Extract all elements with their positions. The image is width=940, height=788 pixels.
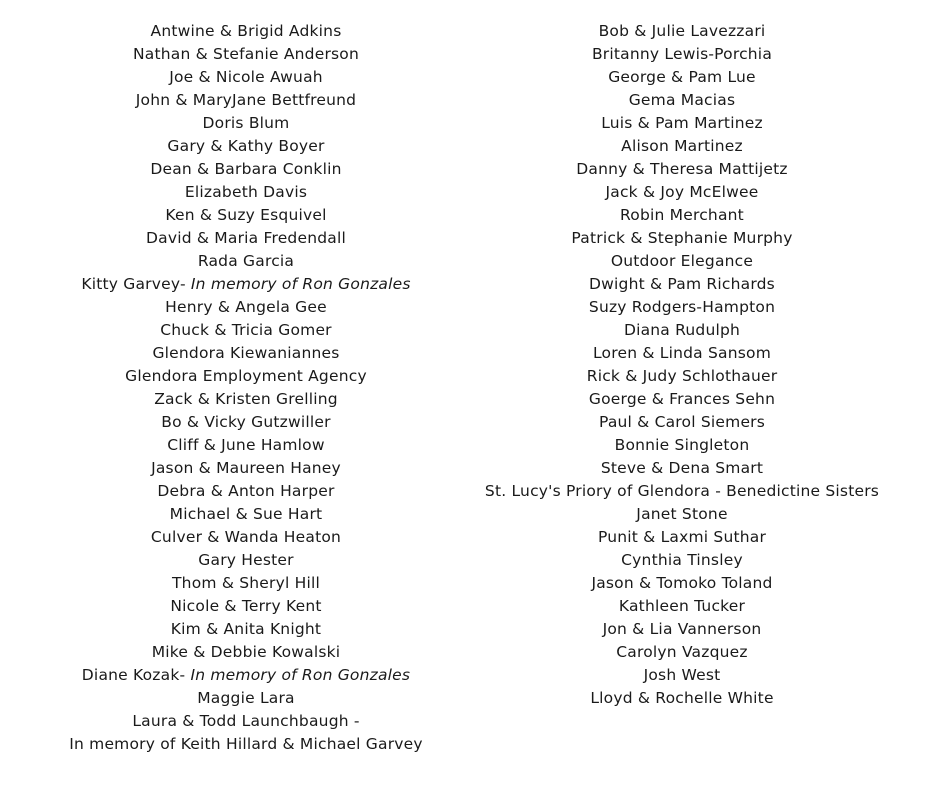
donor-name <box>480 89 884 112</box>
donor-name <box>480 365 884 388</box>
donor-name <box>56 158 436 181</box>
donor-name-text: Chuck & Tricia Gomer <box>160 321 332 339</box>
donor-name-text: Dwight & Pam Richards <box>589 275 775 293</box>
donor-name <box>480 250 884 273</box>
donor-name <box>480 549 884 572</box>
donor-name <box>56 43 436 66</box>
donor-name <box>480 296 884 319</box>
donor-name-text: Loren & Linda Sansom <box>592 344 772 362</box>
donor-name <box>480 572 884 595</box>
donor-name <box>480 618 884 641</box>
donor-name <box>56 618 436 641</box>
donor-name <box>480 181 884 204</box>
donor-name <box>56 388 436 411</box>
memorial-note: In memory of Ron Gonzales <box>190 666 411 684</box>
donor-name-text: Punit & Laxmi Suthar <box>597 528 767 546</box>
donor-name-text: Alison Martinez <box>621 137 743 155</box>
donor-name <box>56 434 436 457</box>
donor-name-text: Steve & Dena Smart <box>600 459 764 477</box>
donor-name-text: Kitty Garvey- <box>81 275 191 293</box>
donor-name <box>480 204 884 227</box>
donor-name <box>56 549 436 572</box>
donor-name-text: Michael & Sue Hart <box>169 505 323 523</box>
donor-name <box>480 135 884 158</box>
donor-name <box>56 710 436 733</box>
donor-name-text: Diana Rudulph <box>623 321 741 339</box>
donor-name-text: Kim & Anita Knight <box>170 620 322 638</box>
donor-name-text: Josh West <box>643 666 721 684</box>
donor-name-text: Laura & Todd Launchbaugh - <box>132 712 360 730</box>
donor-name <box>480 641 884 664</box>
donor-name-text: Elizabeth Davis <box>184 183 308 201</box>
donor-name-text: Jason & Maureen Haney <box>151 459 341 477</box>
donor-name-text: Gary & Kathy Boyer <box>167 137 325 155</box>
donor-name-text: Outdoor Elegance <box>610 252 754 270</box>
donor-name <box>480 43 884 66</box>
donor-name-text: Suzy Rodgers-Hampton <box>588 298 776 316</box>
donor-name <box>56 204 436 227</box>
donor-name-text: Janet Stone <box>636 505 728 523</box>
donor-name <box>56 687 436 710</box>
donor-name-text: Patrick & Stephanie Murphy <box>571 229 793 247</box>
donor-name <box>480 227 884 250</box>
donor-name-text: In memory of Keith Hillard & Michael Garvey <box>69 735 423 753</box>
donor-name <box>480 388 884 411</box>
donor-name-text: Ken & Suzy Esquivel <box>165 206 327 224</box>
donor-name <box>56 112 436 135</box>
donor-name-text: Rada Garcia <box>197 252 295 270</box>
donor-name-text: Rick & Judy Schlothauer <box>586 367 778 385</box>
donor-name <box>56 641 436 664</box>
donor-name-text: Nicole & Terry Kent <box>170 597 322 615</box>
donor-name-text: Jack & Joy McElwee <box>605 183 759 201</box>
donor-name-text: Antwine & Brigid Adkins <box>150 22 342 40</box>
donor-name <box>56 503 436 526</box>
donor-name-text: Danny & Theresa Mattijetz <box>576 160 788 178</box>
donor-name-text: Kathleen Tucker <box>618 597 746 615</box>
donor-name <box>56 595 436 618</box>
donor-name-text: Lloyd & Rochelle White <box>590 689 774 707</box>
donor-name-text: Doris Blum <box>202 114 290 132</box>
donor-name-text: Henry & Angela Gee <box>165 298 327 316</box>
donor-name-text: Bob & Julie Lavezzari <box>598 22 766 40</box>
donor-name-text: Cliff & June Hamlow <box>167 436 325 454</box>
donor-name <box>480 112 884 135</box>
donor-name <box>480 20 884 43</box>
donor-name-text: Glendora Kiewaniannes <box>152 344 340 362</box>
donor-name <box>56 733 436 756</box>
donor-name-text: Goerge & Frances Sehn <box>588 390 776 408</box>
donor-name <box>480 503 884 526</box>
donor-name <box>480 158 884 181</box>
donor-name-text: Robin Merchant <box>620 206 744 224</box>
donor-name <box>480 595 884 618</box>
donor-name <box>480 273 884 296</box>
donor-name <box>56 66 436 89</box>
donor-name <box>56 526 436 549</box>
donor-name <box>480 66 884 89</box>
donor-name-text: Culver & Wanda Heaton <box>150 528 342 546</box>
donor-name <box>56 457 436 480</box>
donor-list-right-column <box>480 20 884 710</box>
donor-name <box>480 342 884 365</box>
donor-name <box>56 342 436 365</box>
donor-name <box>56 250 436 273</box>
donor-name-text: Glendora Employment Agency <box>125 367 367 385</box>
donor-name <box>480 664 884 687</box>
donor-name <box>56 411 436 434</box>
donor-name <box>56 572 436 595</box>
donor-name-text: St. Lucy's Priory of Glendora - Benedictine Sisters <box>484 482 880 500</box>
donor-name-text: Dean & Barbara Conklin <box>150 160 342 178</box>
donor-name-text: Zack & Kristen Grelling <box>154 390 338 408</box>
donor-name-text: Gary Hester <box>198 551 294 569</box>
donor-name <box>480 687 884 710</box>
donor-name <box>480 480 884 503</box>
memorial-note: In memory of Ron Gonzales <box>190 275 411 293</box>
donor-name <box>56 273 436 296</box>
donor-name-text: Jason & Tomoko Toland <box>591 574 773 592</box>
donor-name-text: Thom & Sheryl Hill <box>172 574 320 592</box>
donor-name-text: Maggie Lara <box>197 689 295 707</box>
donor-name <box>56 319 436 342</box>
donor-name <box>56 664 436 687</box>
donor-name-text: John & MaryJane Bettfreund <box>135 91 357 109</box>
donor-name-text: Diane Kozak- <box>81 666 191 684</box>
donor-name-text: George & Pam Lue <box>608 68 756 86</box>
donor-name <box>56 89 436 112</box>
donor-name <box>56 181 436 204</box>
donor-name-text: Mike & Debbie Kowalski <box>151 643 341 661</box>
donor-name <box>480 457 884 480</box>
donor-name <box>56 227 436 250</box>
donor-name <box>480 411 884 434</box>
donor-name-text: Paul & Carol Siemers <box>598 413 766 431</box>
donor-name-text: Cynthia Tinsley <box>621 551 743 569</box>
donor-name <box>56 296 436 319</box>
donor-name <box>480 434 884 457</box>
donor-name-text: David & Maria Fredendall <box>146 229 346 247</box>
donor-name-text: Joe & Nicole Awuah <box>169 68 323 86</box>
donor-name <box>56 480 436 503</box>
donor-name-text: Bo & Vicky Gutzwiller <box>161 413 331 431</box>
donor-name-text: Nathan & Stefanie Anderson <box>132 45 359 63</box>
donor-name-text: Britanny Lewis-Porchia <box>591 45 773 63</box>
donor-name <box>480 526 884 549</box>
donor-name-text: Jon & Lia Vannerson <box>602 620 762 638</box>
donor-name <box>56 20 436 43</box>
donor-name-text: Luis & Pam Martinez <box>601 114 763 132</box>
donor-list-left-column <box>56 20 436 756</box>
donor-name-text: Bonnie Singleton <box>614 436 750 454</box>
donor-name-text: Carolyn Vazquez <box>616 643 748 661</box>
donor-name <box>56 365 436 388</box>
donor-name <box>480 319 884 342</box>
donor-name <box>56 135 436 158</box>
donor-name-text: Gema Macias <box>628 91 736 109</box>
donor-name-text: Debra & Anton Harper <box>157 482 335 500</box>
